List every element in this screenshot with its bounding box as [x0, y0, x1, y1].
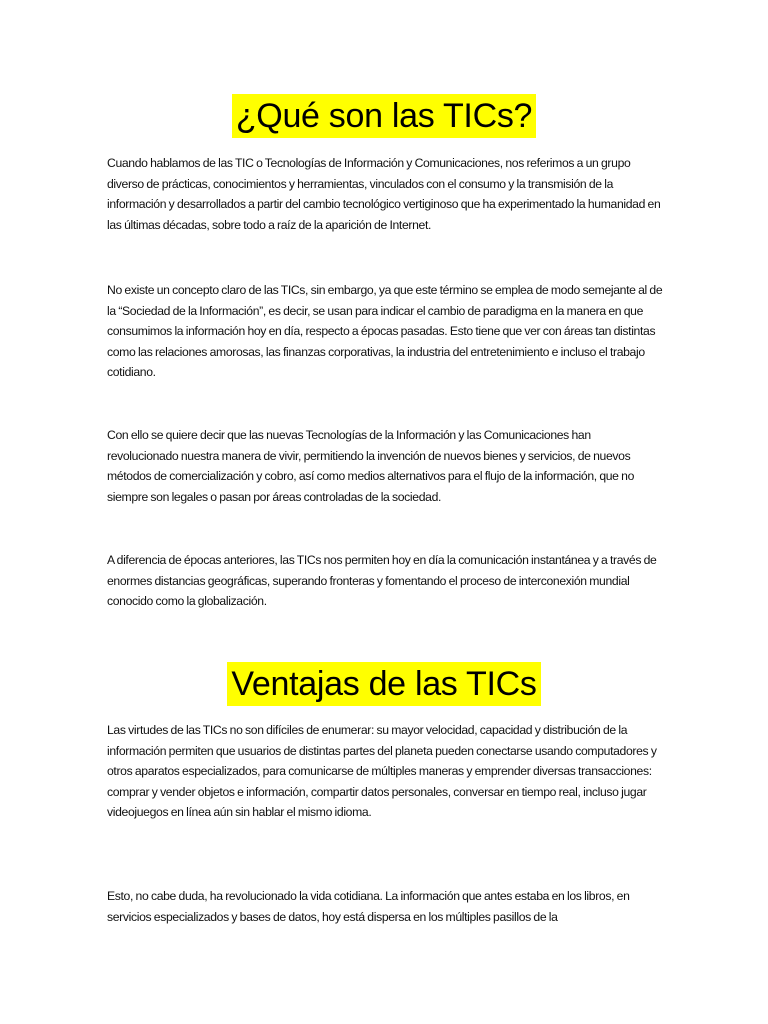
heading-text: ¿Qué son las TICs?	[232, 94, 536, 138]
paragraph: Esto, no cabe duda, ha revolucionado la vida cotidiana. La información que antes estaba en los libros, en servicios especializados y bases de datos, hoy está dispersa en los múltiples pasillos de la	[107, 889, 630, 924]
section-heading-que-son	[0, 94, 768, 138]
paragraph: Las virtudes de las TICs no son difíciles de enumerar: su mayor velocidad, capacidad y distribución de la información permiten que usuarios de distintas partes del planeta pueden conectarse usando computadores y otros aparatos especializados, para comunicarse de múltiples maneras y emprender diversas transacciones: comprar y vender objetos e información, compartir datos personales, conversar en tiempo real, incluso jugar videojuegos en línea aún sin hablar el mismo idioma.	[107, 723, 657, 820]
paragraph: A diferencia de épocas anteriores, las TICs nos permiten hoy en día la comunicación instantánea y a través de enormes distancias geográficas, superando fronteras y fomentando el proceso de interconexión mundial conocido como la globalización.	[107, 553, 657, 609]
paragraph: Con ello se quiere decir que las nuevas Tecnologías de la Información y las Comunicaciones han revolucionado nuestra manera de vivir, permitiendo la invención de nuevos bienes y servicios, de nuevos métodos de comercialización y cobro, así como medios alternativos para el flujo de la información, que no siempre son legales o pasan por áreas controladas de la sociedad.	[107, 428, 635, 504]
heading-text: Ventajas de las TICs	[227, 662, 540, 706]
paragraph: No existe un concepto claro de las TICs, sin embargo, ya que este término se emplea de modo semejante al de la “Sociedad de la Información”, es decir, se usan para indicar el cambio de paradigma en la manera en que consumimos la información hoy en día, respecto a épocas pasadas. Esto tiene que ver con áreas tan distintas como las relaciones amorosas, las finanzas corporativas, la industria del entretenimiento e incluso el trabajo cotidiano.	[107, 283, 663, 380]
section-heading-ventajas	[0, 662, 768, 706]
paragraph: Cuando hablamos de las TIC o Tecnologías de Información y Comunicaciones, nos referimos a un grupo diverso de prácticas, conocimientos y herramientas, vinculados con el consumo y la transmisión de la información y desarrollados a partir del cambio tecnológico vertiginoso que ha experimentado la humanidad en las últimas décadas, sobre todo a raíz de la aparición de Internet.	[107, 156, 661, 232]
